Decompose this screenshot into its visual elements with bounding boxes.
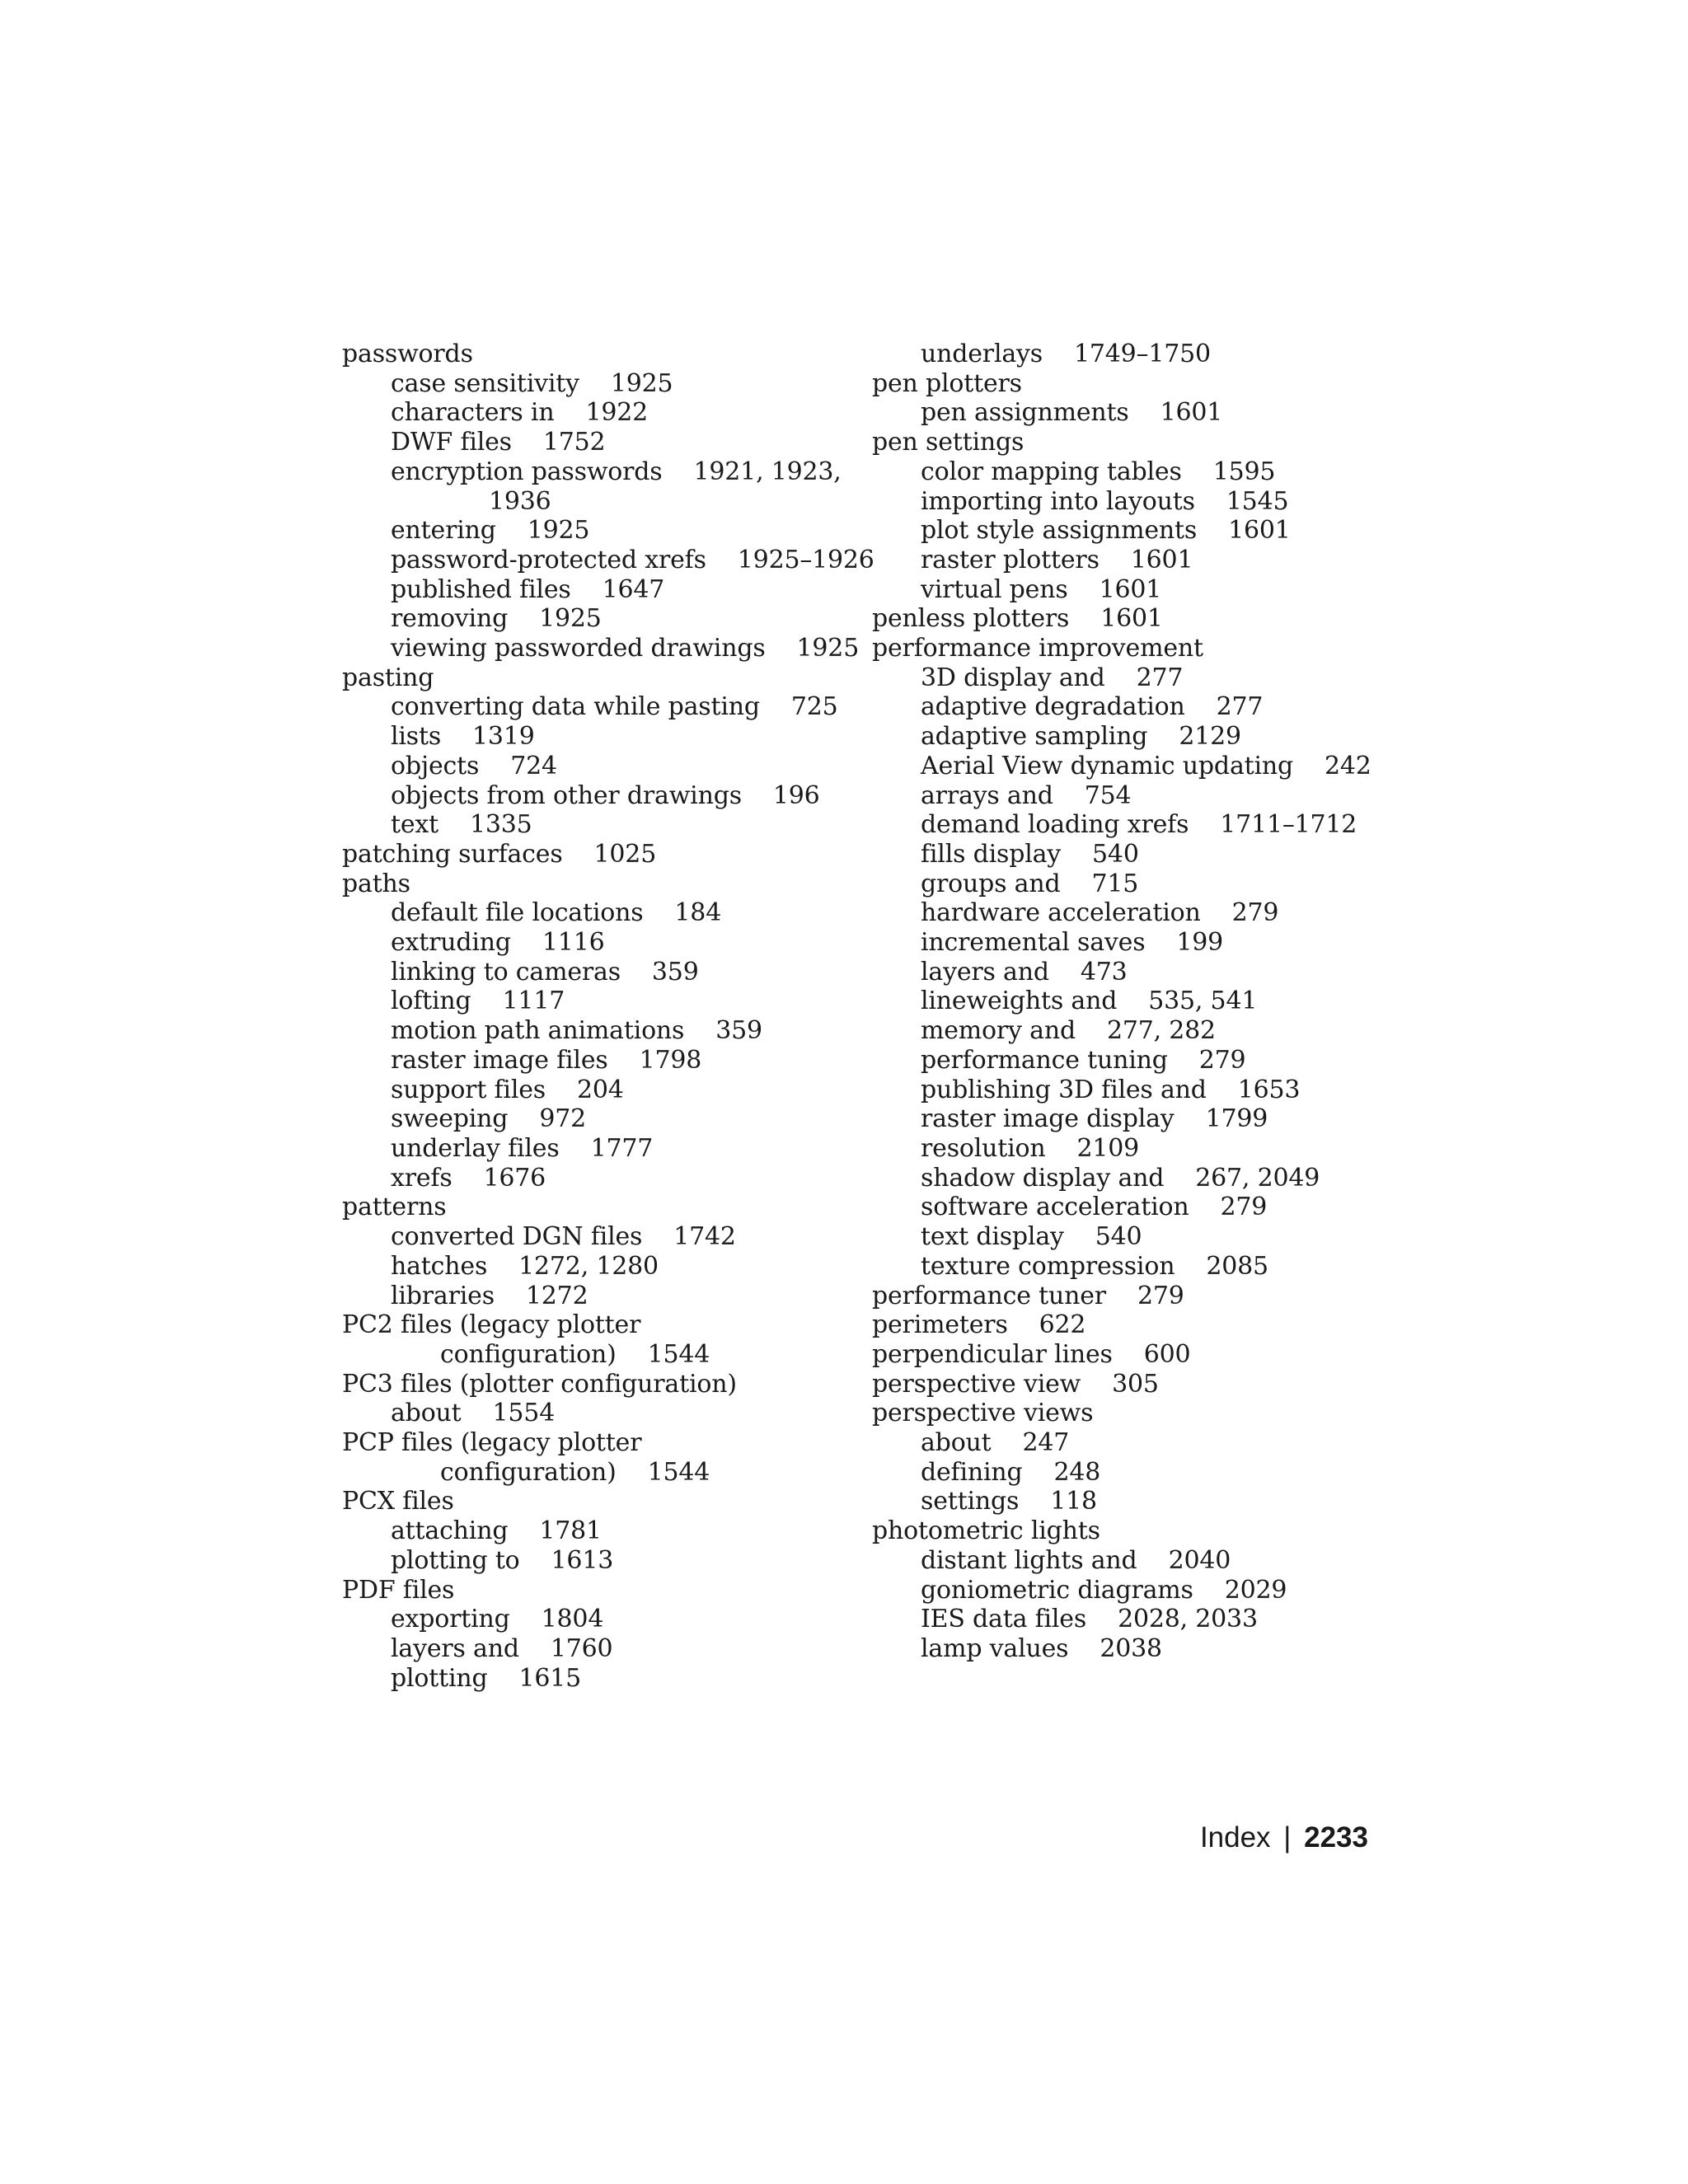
index-term: patching surfaces — [342, 839, 563, 869]
index-term: photometric lights — [872, 1516, 1100, 1546]
index-page-refs: 204 — [576, 1075, 624, 1104]
index-term: lists — [391, 722, 442, 752]
index-subentry — [872, 1458, 1400, 1488]
index-term: DWF files — [391, 428, 512, 457]
index-page-refs: 277, 282 — [1106, 1016, 1216, 1046]
index-term: raster image display — [921, 1104, 1175, 1134]
index-page-refs: 1601 — [1228, 516, 1291, 546]
index-subentry — [872, 546, 1400, 575]
index-term: virtual pens — [921, 574, 1068, 604]
index-subentry — [342, 398, 853, 428]
index-term: exporting — [391, 1605, 510, 1634]
index-entry — [872, 1370, 1400, 1399]
index-term: texture compression — [921, 1251, 1175, 1281]
index-page-refs: 2028, 2033 — [1118, 1605, 1258, 1634]
index-subentry — [342, 575, 853, 605]
index-term: perpendicular lines — [872, 1339, 1113, 1369]
index-term: lofting — [391, 987, 471, 1016]
index-page-refs: 2085 — [1206, 1251, 1268, 1281]
index-term: extruding — [391, 928, 511, 958]
index-term: underlays — [921, 340, 1043, 368]
index-subentry — [342, 1605, 853, 1634]
index-page-refs: 2038 — [1100, 1633, 1162, 1663]
index-subentry — [872, 1252, 1400, 1282]
index-subentry — [342, 516, 853, 546]
index-term: layers and — [391, 1633, 519, 1663]
index-subentry — [872, 1164, 1400, 1193]
index-term: PC2 files (legacy plotter — [342, 1310, 641, 1340]
index-page-refs: 1272 — [525, 1281, 588, 1310]
index-subentry — [342, 987, 853, 1016]
index-subentry — [342, 810, 853, 840]
index-page-refs: 1804 — [541, 1605, 604, 1634]
index-page-refs: 1921, 1923, — [693, 457, 842, 486]
index-page-refs: 277 — [1216, 692, 1264, 722]
index-page-refs: 1922 — [585, 398, 648, 428]
index-page-refs: 118 — [1050, 1487, 1097, 1516]
index-entry — [872, 1340, 1400, 1370]
index-page-refs: 1925–1926 — [737, 545, 874, 574]
index-entry — [872, 428, 1400, 457]
index-entry — [342, 663, 853, 693]
index-subentry — [342, 692, 853, 722]
index-page-refs: 242 — [1325, 751, 1372, 780]
index-subentry — [872, 1605, 1400, 1634]
index-term: hardware acceleration — [921, 898, 1201, 928]
index-term: text — [391, 810, 438, 840]
index-term: support files — [391, 1075, 546, 1104]
index-page-refs: 1595 — [1212, 457, 1276, 486]
index-subentry — [872, 752, 1400, 781]
index-page-refs: 1601 — [1099, 574, 1162, 604]
index-page-refs: 1925 — [610, 368, 673, 398]
index-entry — [342, 1428, 853, 1487]
index-entry — [342, 869, 853, 899]
index-term: adaptive sampling — [921, 722, 1148, 752]
index-entry — [342, 1370, 853, 1399]
index-entry-continuation — [391, 487, 853, 517]
index-entry — [872, 369, 1400, 399]
footer-section-label: Index — [1199, 1821, 1271, 1854]
index-term: pen assignments — [921, 398, 1129, 428]
index-term: objects from other drawings — [391, 780, 742, 810]
index-term: 3D display and — [921, 663, 1105, 692]
index-subentry — [872, 398, 1400, 428]
index-subentry — [872, 340, 1400, 369]
index-subentry — [872, 1134, 1400, 1164]
index-entry — [342, 340, 853, 369]
index-page-refs: 1601 — [1160, 398, 1223, 428]
index-term: layers and — [921, 957, 1049, 987]
index-subentry — [872, 457, 1400, 487]
index-term: hatches — [391, 1251, 488, 1281]
index-term: objects — [391, 751, 480, 780]
index-subentry — [872, 575, 1400, 605]
index-page-refs: 1025 — [593, 839, 657, 869]
index-subentry — [342, 1399, 853, 1428]
index-term: underlay files — [391, 1133, 560, 1163]
index-entry-continuation — [342, 1340, 853, 1370]
index-entry — [872, 1310, 1400, 1340]
index-page-refs: 279 — [1220, 1193, 1268, 1222]
index-page-refs: 196 — [772, 780, 820, 810]
index-subentry — [872, 928, 1400, 958]
index-term: viewing passworded drawings — [391, 634, 766, 663]
index-term: plotting — [391, 1663, 488, 1693]
index-subentry — [342, 1016, 853, 1046]
index-term: published files — [391, 574, 571, 604]
page-footer — [1200, 1821, 1368, 1854]
index-page-refs: 1742 — [673, 1222, 736, 1252]
index-subentry — [872, 958, 1400, 987]
index-page-refs: 247 — [1022, 1428, 1070, 1458]
index-subentry — [872, 1104, 1400, 1134]
index-page-refs: 1544 — [647, 1339, 710, 1369]
index-page-refs: 305 — [1112, 1369, 1159, 1399]
index-page-refs: 725 — [790, 692, 838, 722]
index-page-refs: 1676 — [483, 1163, 546, 1193]
index-term: software acceleration — [921, 1193, 1189, 1222]
index-page-refs: 359 — [715, 1016, 762, 1046]
index-page-refs: 540 — [1095, 1222, 1142, 1252]
index-subentry — [872, 1546, 1400, 1576]
index-subentry — [342, 752, 853, 781]
index-subentry — [872, 692, 1400, 722]
index-entry — [342, 1487, 853, 1516]
index-term: attaching — [391, 1516, 509, 1546]
index-term: perspective view — [872, 1369, 1081, 1399]
index-term: xrefs — [391, 1163, 452, 1193]
page-number: 2233 — [1304, 1821, 1368, 1854]
index-page-refs: 1545 — [1226, 486, 1289, 516]
index-term: defining — [921, 1457, 1023, 1487]
index-page-refs: 267, 2049 — [1195, 1163, 1320, 1193]
index-subentry — [342, 1164, 853, 1193]
index-page-refs: 248 — [1053, 1457, 1101, 1487]
index-term: lineweights and — [921, 987, 1118, 1016]
index-page-refs: 972 — [539, 1104, 586, 1134]
index-page-refs: 279 — [1231, 898, 1279, 928]
index-subentry — [872, 487, 1400, 517]
index-entry-continuation — [342, 1458, 853, 1488]
index-continuation-text: 1936 — [489, 486, 551, 516]
index-subentry — [342, 1104, 853, 1134]
index-page-refs: 2109 — [1076, 1133, 1140, 1163]
index-term: libraries — [391, 1281, 495, 1310]
index-page-refs: 2029 — [1224, 1575, 1287, 1605]
index-page-refs: 622 — [1039, 1310, 1086, 1340]
index-subentry — [342, 928, 853, 958]
index-term: penless plotters — [872, 604, 1070, 634]
index-subentry — [342, 1546, 853, 1576]
index-subentry — [872, 1487, 1400, 1516]
index-term: perimeters — [872, 1310, 1008, 1340]
index-subentry — [872, 1222, 1400, 1252]
index-continuation-text: configuration) — [440, 1457, 617, 1487]
index-term: PDF files — [342, 1575, 455, 1605]
index-term: converting data while pasting — [391, 692, 760, 722]
index-page-refs: 1925 — [796, 634, 860, 663]
index-subentry — [342, 634, 860, 663]
index-entry — [342, 1193, 853, 1222]
index-entry — [872, 634, 1400, 663]
index-page-refs: 1760 — [550, 1633, 613, 1663]
index-subentry — [342, 1076, 853, 1105]
index-term: importing into layouts — [921, 486, 1195, 516]
index-term: groups and — [921, 869, 1061, 898]
index-entry — [872, 1399, 1400, 1428]
index-page-refs: 279 — [1137, 1281, 1184, 1310]
index-subentry — [342, 1222, 853, 1252]
index-subentry — [342, 781, 853, 811]
index-page-refs: 1601 — [1130, 545, 1193, 574]
index-subentry — [872, 1076, 1400, 1105]
index-column-right — [872, 340, 1400, 1664]
index-subentry — [872, 663, 1400, 693]
index-page-refs: 1116 — [542, 928, 605, 958]
index-column-left — [342, 340, 874, 1693]
index-page-refs: 724 — [510, 751, 557, 780]
index-term: entering — [391, 516, 496, 546]
index-subentry — [872, 722, 1400, 752]
index-term: case sensitivity — [391, 368, 579, 398]
index-subentry — [342, 1134, 853, 1164]
index-term: encryption passwords — [391, 457, 663, 486]
index-page-refs: 1272, 1280 — [518, 1251, 659, 1281]
index-subentry — [872, 1193, 1400, 1222]
index-term: PCX files — [342, 1487, 454, 1516]
index-page-refs: 1777 — [590, 1133, 654, 1163]
index-term: sweeping — [391, 1104, 509, 1134]
index-page-refs: 1798 — [639, 1045, 702, 1075]
index-term: characters in — [391, 398, 555, 428]
index-subentry — [872, 1576, 1400, 1605]
index-page-refs: 1319 — [472, 722, 535, 752]
index-term: perspective views — [872, 1399, 1094, 1428]
index-page-refs: 279 — [1198, 1045, 1246, 1075]
index-page-refs: 184 — [674, 898, 722, 928]
index-continuation-text: configuration) — [440, 1339, 617, 1369]
index-page-refs: 2040 — [1168, 1545, 1231, 1575]
index-subentry — [342, 1282, 853, 1311]
index-term: lamp values — [921, 1633, 1069, 1663]
index-entry — [872, 1282, 1400, 1311]
index-subentry — [872, 1634, 1400, 1664]
index-page-refs: 540 — [1092, 839, 1139, 869]
index-term: raster plotters — [921, 545, 1100, 574]
index-term: performance tuning — [921, 1045, 1168, 1075]
index-page-refs: 715 — [1091, 869, 1139, 898]
index-term: performance tuner — [872, 1281, 1106, 1310]
index-term: default file locations — [391, 898, 644, 928]
index-term: settings — [921, 1487, 1020, 1516]
index-term: color mapping tables — [921, 457, 1182, 486]
index-page-refs: 1335 — [469, 810, 532, 840]
index-subentry — [872, 516, 1400, 546]
index-subentry — [872, 987, 1400, 1016]
index-term: paths — [342, 869, 410, 898]
index-subentry — [342, 1634, 853, 1664]
index-subentry — [872, 1428, 1400, 1458]
index-subentry — [342, 1516, 853, 1546]
index-page-refs: 1925 — [539, 604, 602, 634]
index-term: raster image files — [391, 1045, 608, 1075]
index-entry — [872, 604, 1400, 634]
index-subentry — [872, 869, 1400, 899]
index-subentry — [872, 1016, 1400, 1046]
index-entry — [342, 840, 853, 869]
index-page-refs: 535, 541 — [1148, 987, 1258, 1016]
index-subentry — [342, 428, 853, 457]
index-subentry — [872, 840, 1400, 869]
index-term: pen plotters — [872, 368, 1022, 398]
index-term: publishing 3D files and — [921, 1075, 1207, 1104]
index-page-refs: 600 — [1143, 1339, 1191, 1369]
index-subentry — [342, 1664, 853, 1694]
index-term: demand loading xrefs — [921, 810, 1189, 840]
index-page-refs: 1653 — [1237, 1075, 1301, 1104]
index-subentry — [342, 898, 853, 928]
footer-separator: | — [1283, 1821, 1292, 1854]
index-term: about — [391, 1399, 462, 1428]
index-page-refs: 2129 — [1179, 722, 1241, 752]
index-entry — [872, 1516, 1400, 1546]
index-page-refs: 1615 — [518, 1663, 582, 1693]
index-term: text display — [921, 1222, 1064, 1252]
index-term: adaptive degradation — [921, 692, 1185, 722]
index-term: resolution — [921, 1133, 1046, 1163]
index-term: Aerial View dynamic updating — [921, 751, 1294, 780]
index-subentry — [872, 810, 1400, 840]
index-page-refs: 1781 — [539, 1516, 602, 1546]
index-term: plot style assignments — [921, 516, 1198, 546]
index-page-refs: 1711–1712 — [1220, 810, 1357, 840]
index-subentry — [342, 604, 853, 634]
index-page-refs: 277 — [1136, 663, 1184, 692]
index-page-refs: 1544 — [647, 1457, 710, 1487]
index-page-refs: 359 — [651, 957, 699, 987]
index-page-refs: 473 — [1080, 957, 1128, 987]
index-subentry — [342, 958, 853, 987]
index-term: patterns — [342, 1193, 447, 1222]
index-page-refs: 199 — [1176, 928, 1224, 958]
index-term: plotting to — [391, 1545, 520, 1575]
index-subentry — [342, 369, 853, 399]
index-page-refs: 1749–1750 — [1073, 340, 1211, 368]
index-term: incremental saves — [921, 928, 1146, 958]
index-term: motion path animations — [391, 1016, 685, 1046]
index-subentry — [872, 1046, 1400, 1076]
index-page-refs: 1613 — [551, 1545, 614, 1575]
index-page-refs: 1554 — [492, 1399, 556, 1428]
index-term: performance improvement — [872, 634, 1203, 663]
index-term: memory and — [921, 1016, 1076, 1046]
index-page-refs: 1117 — [502, 987, 565, 1016]
index-term: passwords — [342, 340, 473, 368]
index-page-refs: 1799 — [1205, 1104, 1268, 1134]
index-term: PC3 files (plotter configuration) — [342, 1369, 737, 1399]
index-page-refs: 1647 — [602, 574, 665, 604]
index-page-refs: 1752 — [542, 428, 606, 457]
index-term: PCP files (legacy plotter — [342, 1428, 642, 1458]
index-term: fills display — [921, 839, 1062, 869]
index-subentry — [342, 1252, 853, 1282]
index-term: converted DGN files — [391, 1222, 643, 1252]
index-page-refs: 1925 — [527, 516, 590, 546]
index-subentry — [872, 898, 1400, 928]
index-subentry — [342, 1046, 853, 1076]
index-term: pen settings — [872, 428, 1025, 457]
index-page-refs: 754 — [1084, 780, 1132, 810]
index-term: about — [921, 1428, 992, 1458]
index-subentry — [342, 457, 853, 516]
index-entry — [342, 1576, 853, 1605]
index-page-refs: 1601 — [1100, 604, 1163, 634]
index-term: password-protected xrefs — [391, 545, 706, 574]
index-entry — [342, 1310, 853, 1369]
index-subentry — [872, 781, 1400, 811]
index-term: IES data files — [921, 1605, 1087, 1634]
index-term: arrays and — [921, 780, 1053, 810]
index-term: goniometric diagrams — [921, 1575, 1193, 1605]
index-term: pasting — [342, 663, 434, 692]
index-subentry — [342, 545, 874, 575]
index-subentry — [342, 722, 853, 752]
index-term: linking to cameras — [391, 957, 621, 987]
index-term: removing — [391, 604, 509, 634]
index-term: distant lights and — [921, 1545, 1137, 1575]
index-term: shadow display and — [921, 1163, 1165, 1193]
